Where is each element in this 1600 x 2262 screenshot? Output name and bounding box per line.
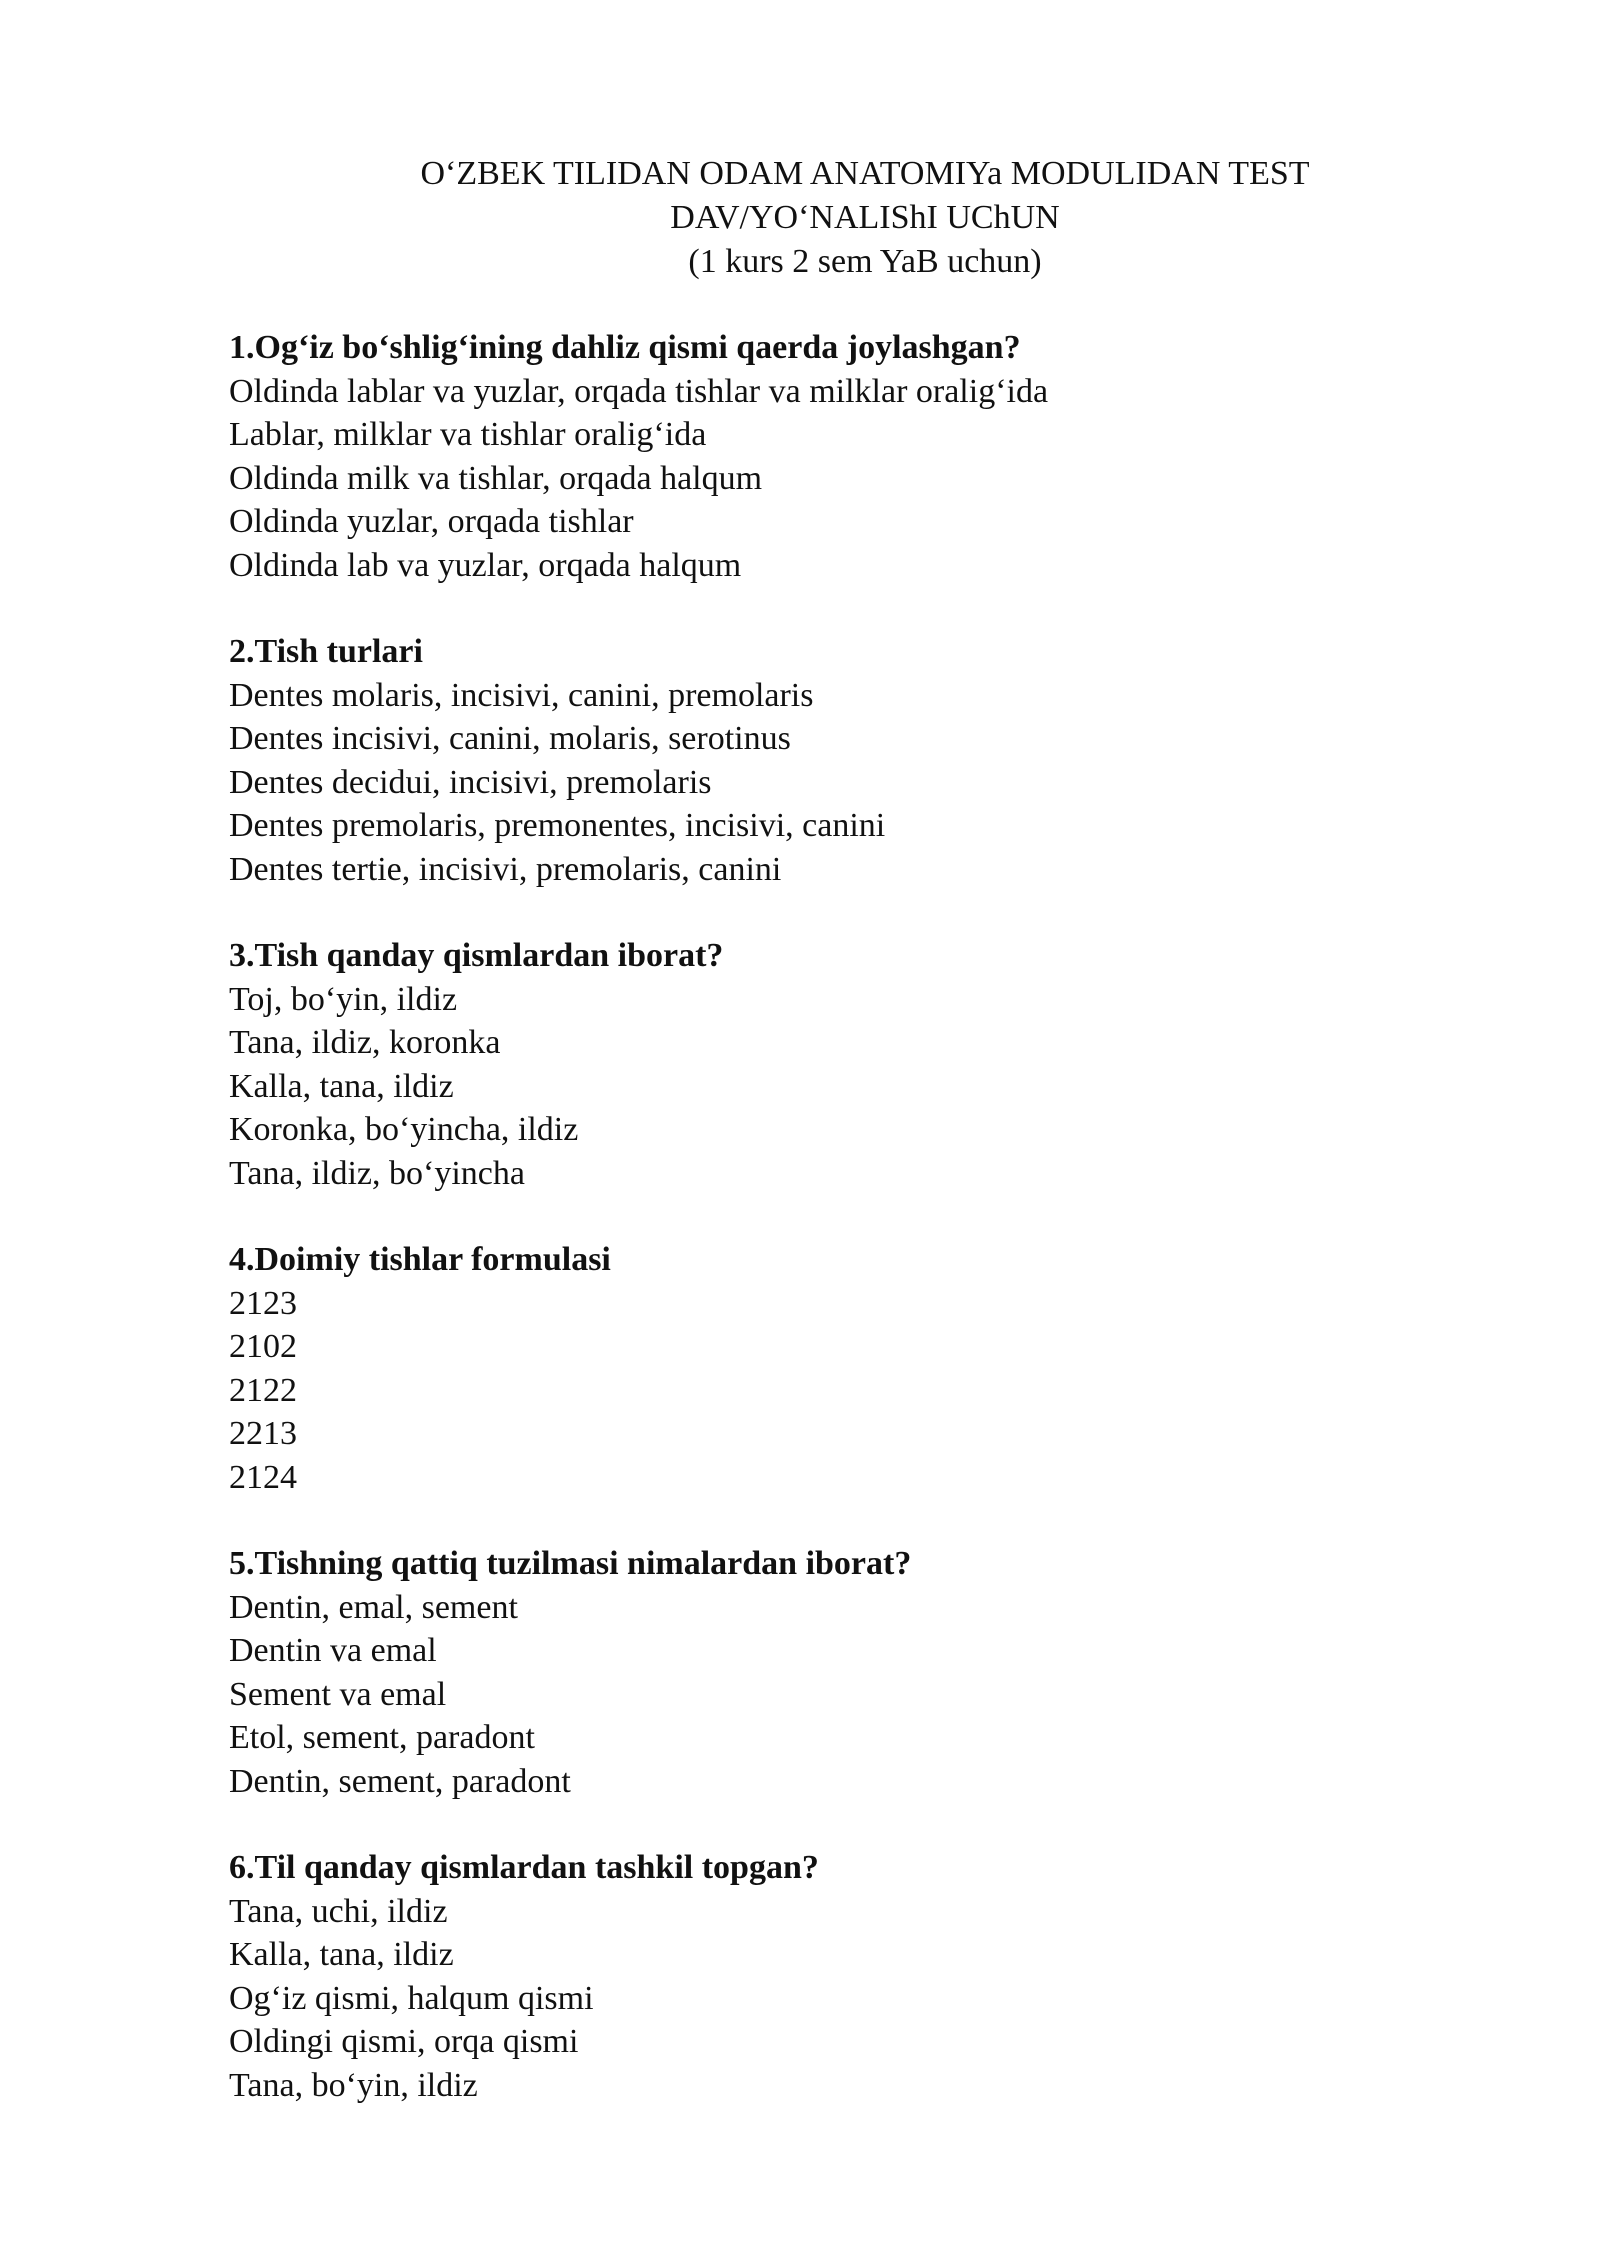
answer-option: Oldinda lab va yuzlar, orqada halqum (229, 546, 742, 584)
question-2 (229, 630, 1479, 891)
question-title: 1.Og‘iz bo‘shlig‘ining dahliz qismi qaerda joylashgan? (229, 329, 1021, 366)
answer-option: 2124 (229, 1458, 297, 1496)
question-4 (229, 1238, 1479, 1499)
question-1 (229, 326, 1479, 587)
answer-option: Dentes decidui, incisivi, premolaris (229, 763, 712, 801)
answer-option: Toj, bo‘yin, ildiz (229, 980, 458, 1018)
answer-option: Dentin, emal, sement (229, 1588, 518, 1626)
answer-option: 2213 (229, 1415, 297, 1452)
question-list (229, 326, 1479, 2150)
answer-option: Dentin va emal (229, 1632, 437, 1669)
answer-options (229, 674, 1479, 892)
answer-option: Dentes tertie, incisivi, premolaris, canini (229, 850, 782, 888)
answer-option: Og‘iz qismi, halqum qismi (229, 1979, 594, 2017)
answer-option: Kalla, tana, ildiz (229, 1067, 454, 1105)
question-title: 2.Tish turlari (229, 633, 423, 670)
answer-option: 2123 (229, 1284, 297, 1322)
answer-options (229, 1586, 1479, 1804)
question-title: 4.Doimiy tishlar formulasi (229, 1241, 611, 1278)
answer-option: Kalla, tana, ildiz (229, 1936, 454, 1973)
answer-option: Dentes premolaris, premonentes, incisivi, canini (229, 807, 886, 844)
question-5 (229, 1542, 1479, 1803)
question-title: 5.Tishning qattiq tuzilmasi nimalardan iborat? (229, 1545, 912, 1582)
answer-options (229, 370, 1479, 588)
header-course-info: (1 kurs 2 sem YaB uchun) (688, 243, 1042, 280)
answer-option: Tana, uchi, ildiz (229, 1892, 448, 1930)
answer-option: Dentin, sement, paradont (229, 1762, 571, 1800)
answer-option: Tana, ildiz, bo‘yincha (229, 1154, 525, 1192)
header-title: O‘ZBEK TILIDAN ODAM ANATOMIYa MODULIDAN TEST (420, 155, 1310, 192)
answer-options (229, 1890, 1479, 2108)
header-subtitle: DAV/YO‘NALIShI UChUN (670, 199, 1060, 236)
answer-option: Dentes molaris, incisivi, canini, premolaris (229, 676, 814, 714)
answer-option: Oldingi qismi, orqa qismi (229, 2023, 579, 2060)
answer-option: Tana, ildiz, koronka (229, 1024, 501, 1061)
answer-option: Oldinda lablar va yuzlar, orqada tishlar va milklar oralig‘ida (229, 372, 1049, 410)
question-title: 3.Tish qanday qismlardan iborat? (229, 937, 724, 974)
answer-option: Koronka, bo‘yincha, ildiz (229, 1111, 579, 1148)
answer-option: Lablar, milklar va tishlar oralig‘ida (229, 416, 707, 453)
answer-option: 2102 (229, 1328, 297, 1365)
document-header (0, 152, 1600, 284)
answer-option: Etol, sement, paradont (229, 1719, 535, 1756)
answer-option: Sement va emal (229, 1675, 447, 1713)
answer-options (229, 1282, 1479, 1500)
answer-option: Tana, bo‘yin, ildiz (229, 2066, 478, 2104)
question-title: 6.Til qanday qismlardan tashkil topgan? (229, 1849, 819, 1886)
answer-option: 2122 (229, 1371, 297, 1409)
question-6 (229, 1846, 1479, 2107)
answer-options (229, 978, 1479, 1196)
answer-option: Oldinda milk va tishlar, orqada halqum (229, 459, 763, 497)
question-3 (229, 934, 1479, 1195)
answer-option: Dentes incisivi, canini, molaris, serotinus (229, 720, 791, 757)
answer-option: Oldinda yuzlar, orqada tishlar (229, 503, 634, 540)
